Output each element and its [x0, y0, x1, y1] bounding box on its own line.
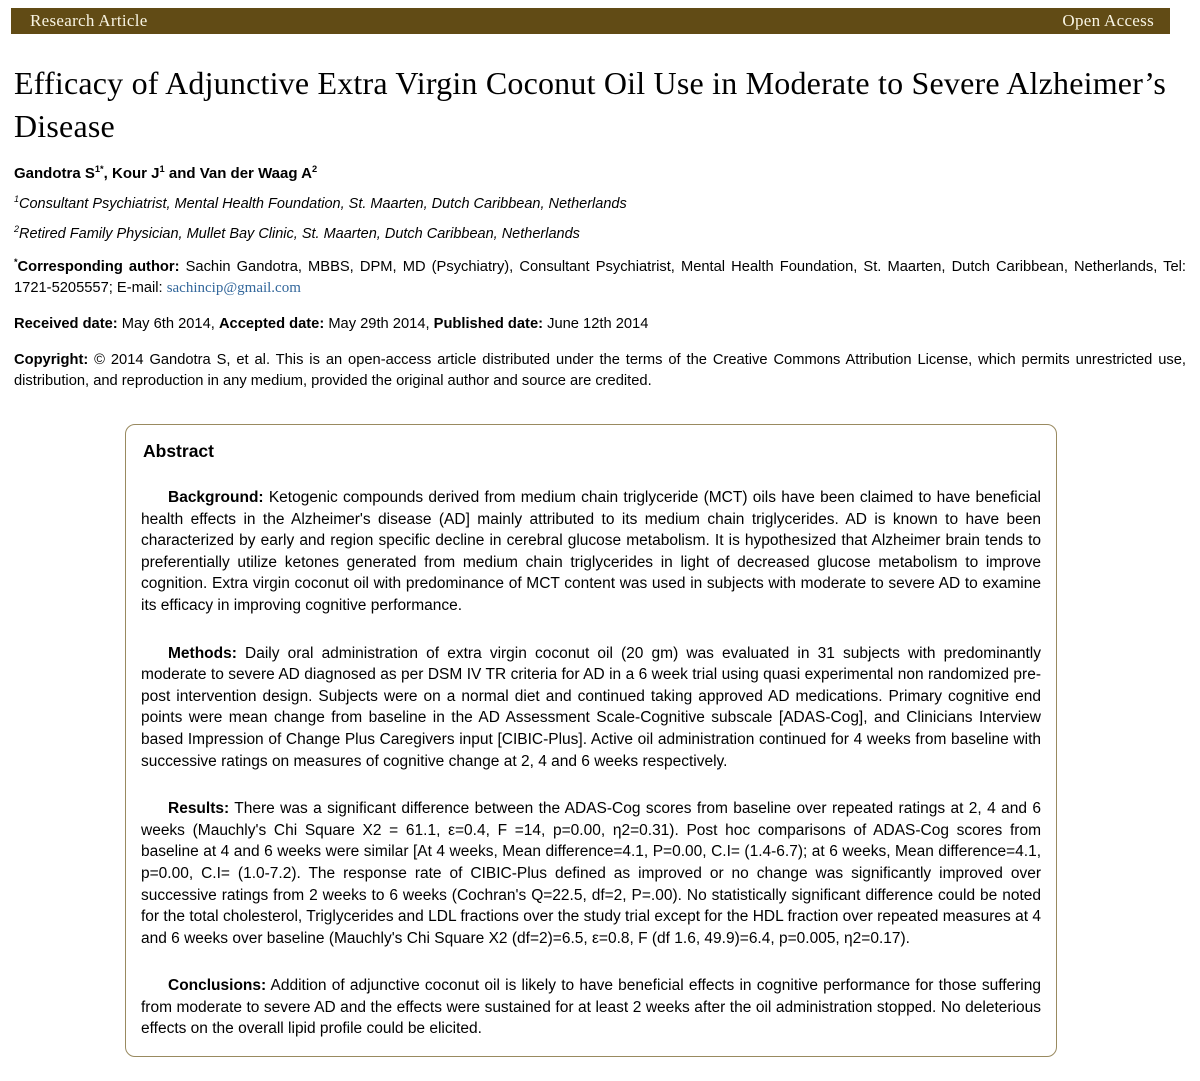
abstract-background-paragraph — [141, 487, 1041, 617]
author-separator-2: and — [164, 165, 200, 182]
accepted-date-value: May 29th 2014, — [324, 316, 434, 332]
abstract-results-text: There was a significant difference between the ADAS-Cog scores from baseline over repeated ratings at 2, 4 and 6 weeks (Mauchly's Chi Square X2 = 61.1, ε=0.4, F =14, p=0.00, η2=0.31). Post hoc comparisons of ADAS-Cog scores from baseline at 4 and 6 weeks were similar [At 4 weeks, Mean difference=4.1, P=0.00, C.I= (1.4-6.7); at 6 weeks, Mean difference=4.1, p=0.00, C.I= (1.0-7.2). The response rate of CIBIC-Plus defined as improved or no change was significantly improved over successive ratings from 2 weeks to 6 weeks (Cochran's Q=22.5, df=2, P=.00). No statistically significant difference could be noted for the total cholesterol, Triglycerides and LDL fractions over the study trial except for the HDL fraction over repeated measures at 4 and 6 weeks over baseline (Mauchly's Chi Square X2 (df=2)=6.5, ε=0.8, F (df 1.6, 49.9)=6.4, p=0.005, η2=0.17). — [141, 800, 1041, 947]
published-date-label: Published date: — [433, 316, 544, 332]
received-date-value: May 6th 2014, — [117, 316, 219, 332]
abstract-box — [125, 424, 1057, 1057]
author-name-1: Gandotra S — [14, 165, 95, 182]
author-name-2: Kour J — [112, 165, 160, 182]
abstract-conclusions-paragraph — [141, 975, 1041, 1040]
authors-line — [14, 165, 1186, 182]
accepted-date-label: Accepted date: — [218, 316, 325, 332]
email-link[interactable]: sachincip@gmail.com — [166, 280, 301, 296]
author-separator-1: , — [103, 165, 112, 182]
corresponding-author-label: Corresponding author: — [17, 259, 180, 275]
abstract-conclusions-text: Addition of adjunctive coconut oil is likely to have beneficial effects in cognitive performance for those suffering from moderate to severe AD and the effects were sustained for at least 2 weeks after the oil administration stopped. No deleterious effects on the overall lipid profile could be elicited. — [141, 977, 1041, 1038]
corresponding-author-block — [14, 257, 1186, 299]
abstract-results-paragraph — [141, 798, 1041, 949]
page-title: Efficacy of Adjunctive Extra Virgin Coconut Oil Use in Moderate to Severe Alzheimer’s Disease — [14, 65, 1166, 144]
author-affiliation-marker-2: 1 — [159, 164, 165, 174]
article-header — [0, 62, 1200, 1057]
banner-research-article-label: Research Article — [30, 11, 148, 30]
affiliation-2-text: Retired Family Physician, Mullet Bay Clinic, St. Maarten, Dutch Caribbean, Netherlands — [19, 226, 580, 242]
abstract-heading: Abstract — [143, 441, 214, 461]
affiliation-1-marker: 1 — [14, 194, 19, 205]
banner-open-access-label: Open Access — [1062, 11, 1154, 30]
abstract-methods-text: Daily oral administration of extra virgin coconut oil (20 gm) was evaluated in 31 subjects with predominantly moderate to severe AD diagnosed as per DSM IV TR criteria for AD in a 6 week trial using quasi experimental non randomized pre-post intervention design. Subjects were on a normal diet and continued taking approved AD medications. Primary cognitive end points were mean change from baseline in the AD Assessment Scale-Cognitive subscale [ADAS-Cog], and Clinicians Interview based Impression of Change Plus Caregivers input [CIBIC-Plus]. Active oil administration continued for 4 weeks from baseline with successive ratings on measures of cognitive change at 2, 4 and 6 weeks respectively. — [141, 644, 1041, 770]
affiliation-2 — [14, 226, 1186, 242]
abstract-methods-label: Methods: — [168, 644, 237, 662]
copyright-text: © 2014 Gandotra S, et al. This is an open-access article distributed under the terms of the Creative Commons Attribution License, which permits unrestricted use, distribution, and reproduction in any medium, provided the original author and source are credited. — [14, 352, 1186, 389]
author-name-3: Van der Waag A — [199, 165, 312, 182]
affiliation-1 — [14, 196, 1186, 212]
abstract-conclusions-label: Conclusions: — [168, 977, 267, 995]
dates-line — [14, 314, 1186, 335]
affiliation-2-marker: 2 — [14, 224, 19, 235]
corresponding-author-marker: * — [14, 257, 18, 268]
copyright-notice — [14, 350, 1186, 392]
abstract-background-label: Background: — [168, 489, 264, 506]
author-affiliation-marker-1: 1* — [94, 164, 104, 174]
abstract-methods-paragraph — [141, 643, 1041, 773]
abstract-results-label: Results: — [168, 800, 230, 818]
received-date-label: Received date: — [14, 316, 118, 332]
affiliation-1-text: Consultant Psychiatrist, Mental Health Foundation, St. Maarten, Dutch Caribbean, Netherlands — [19, 196, 627, 212]
article-type-banner — [11, 8, 1170, 34]
abstract-background-text: Ketogenic compounds derived from medium chain triglyceride (MCT) oils have been claimed to have beneficial health effects in the Alzheimer's disease (AD] mainly attributed to its medium chain triglycerides. AD is known to have been characterized by early and region specific decline in cerebral glucose metabolism. It is hypothesized that Alzheimer brain tends to preferentially utilize ketones generated from medium chain triglycerides in light of decreased glucose metabolism to improve cognition. Extra virgin coconut oil with predominance of MCT content was used in subjects with moderate to severe AD to examine its efficacy in improving cognitive performance. — [141, 489, 1041, 614]
author-affiliation-marker-3: 2 — [311, 164, 318, 174]
corresponding-author-text: Sachin Gandotra, MBBS, DPM, MD (Psychiatry), Consultant Psychiatrist, Mental Health Foundation, St. Maarten, Dutch Caribbean, Netherlands, Tel: 1721-5205557; E-mail: — [14, 259, 1186, 296]
copyright-label: Copyright: — [14, 352, 89, 368]
published-date-value: June 12th 2014 — [543, 316, 649, 332]
